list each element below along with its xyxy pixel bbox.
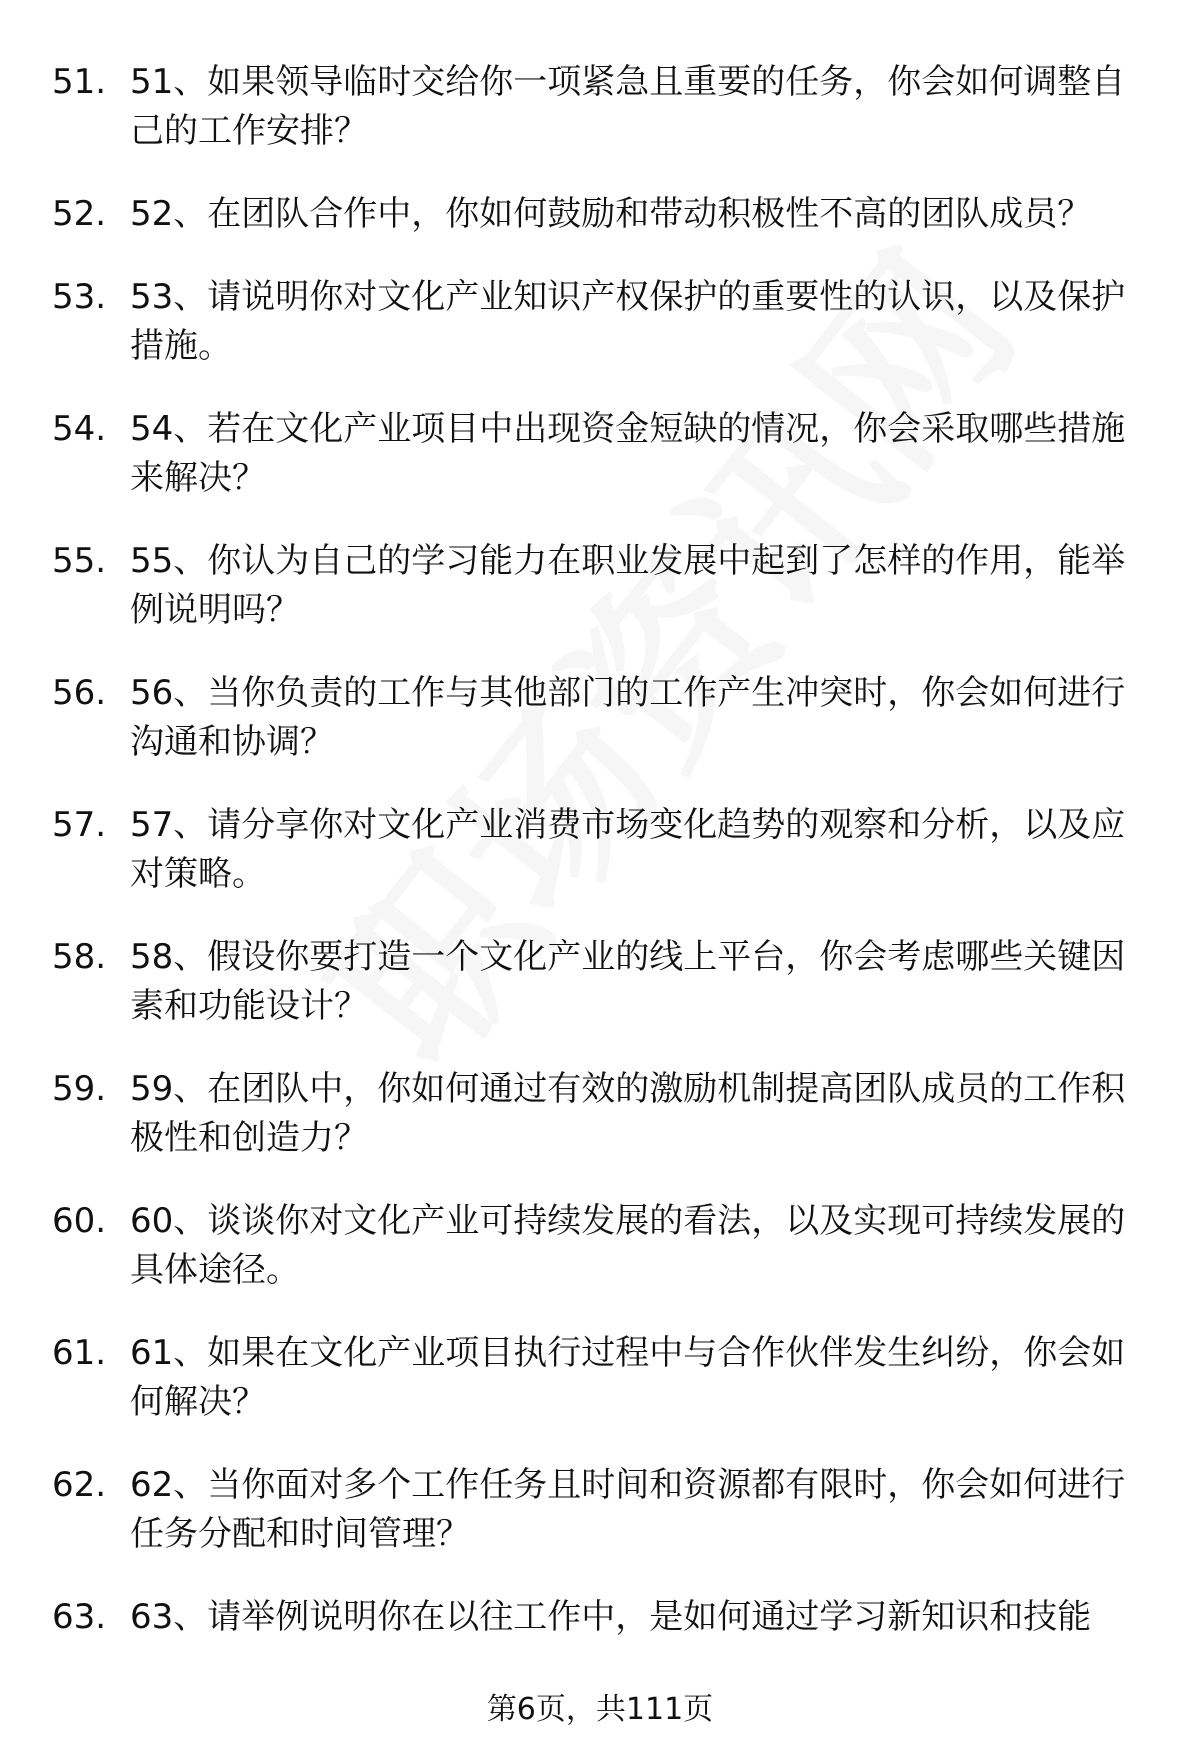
- list-item: [52, 1461, 1144, 1559]
- question-text: 52、在团队合作中，你如何鼓励和带动积极性不高的团队成员？: [130, 194, 1092, 234]
- list-item: [52, 273, 1144, 371]
- page-footer: 第6页，共111页: [486, 1692, 714, 1727]
- question-number: 51.: [52, 62, 107, 102]
- question-text: 53、请说明你对文化产业知识产权保护的重要性的认识，以及保护措施。: [130, 277, 1126, 366]
- list-item: [52, 669, 1144, 767]
- list-item: [52, 801, 1144, 899]
- question-list: [52, 58, 1144, 1676]
- question-text: 63、请举例说明你在以往工作中，是如何通过学习新知识和技能: [130, 1597, 1092, 1637]
- list-item: [52, 190, 1144, 239]
- list-item: [52, 1197, 1144, 1295]
- question-number: 59.: [52, 1069, 107, 1109]
- question-text: 56、当你负责的工作与其他部门的工作产生冲突时，你会如何进行沟通和协调？: [130, 673, 1126, 762]
- question-number: 62.: [52, 1465, 107, 1505]
- question-text: 60、谈谈你对文化产业可持续发展的看法，以及实现可持续发展的具体途径。: [130, 1201, 1126, 1290]
- list-item: [52, 933, 1144, 1031]
- list-item: [52, 405, 1144, 503]
- question-text: 55、你认为自己的学习能力在职业发展中起到了怎样的作用，能举例说明吗？: [130, 541, 1126, 630]
- list-item: [52, 537, 1144, 635]
- question-text: 51、如果领导临时交给你一项紧急且重要的任务，你会如何调整自己的工作安排？: [130, 62, 1126, 151]
- list-item: [52, 1065, 1144, 1163]
- question-number: 57.: [52, 805, 107, 845]
- question-text: 61、如果在文化产业项目执行过程中与合作伙伴发生纠纷，你会如何解决？: [130, 1333, 1126, 1422]
- question-number: 52.: [52, 194, 107, 234]
- question-number: 54.: [52, 409, 107, 449]
- question-number: 56.: [52, 673, 107, 713]
- list-item: [52, 58, 1144, 156]
- question-number: 61.: [52, 1333, 107, 1373]
- question-text: 57、请分享你对文化产业消费市场变化趋势的观察和分析，以及应对策略。: [130, 805, 1126, 894]
- question-text: 54、若在文化产业项目中出现资金短缺的情况，你会采取哪些措施来解决？: [130, 409, 1126, 498]
- question-number: 55.: [52, 541, 107, 581]
- question-number: 60.: [52, 1201, 107, 1241]
- list-item: [52, 1593, 1144, 1642]
- list-item: [52, 1329, 1144, 1427]
- question-number: 63.: [52, 1597, 107, 1637]
- question-text: 62、当你面对多个工作任务且时间和资源都有限时，你会如何进行任务分配和时间管理？: [130, 1465, 1126, 1554]
- question-number: 58.: [52, 937, 107, 977]
- question-text: 58、假设你要打造一个文化产业的线上平台，你会考虑哪些关键因素和功能设计？: [130, 937, 1126, 1026]
- question-number: 53.: [52, 277, 107, 317]
- question-text: 59、在团队中，你如何通过有效的激励机制提高团队成员的工作积极性和创造力？: [130, 1069, 1126, 1158]
